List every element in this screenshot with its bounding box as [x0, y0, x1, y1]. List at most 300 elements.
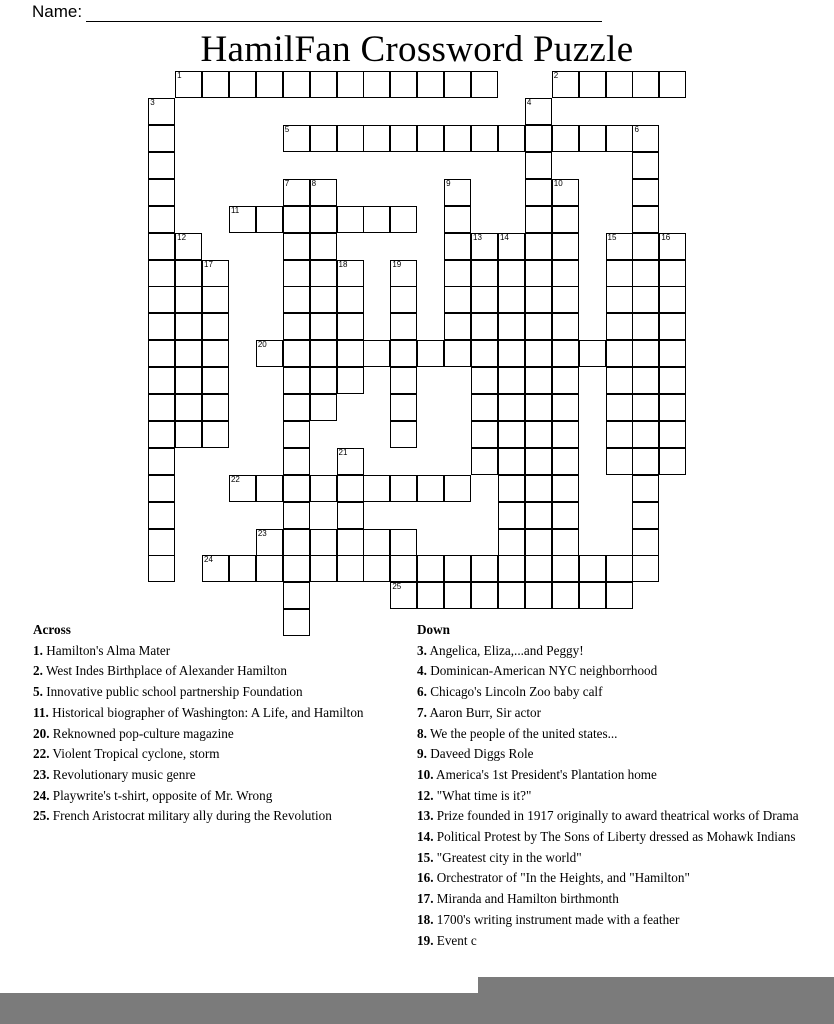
grid-cell[interactable] [552, 340, 579, 367]
clue-item-text: French Aristocrat military ally during the Revolution [49, 808, 332, 824]
clue-number: 7 [284, 178, 290, 188]
grid-cell[interactable] [659, 394, 686, 421]
clue-number: 18 [338, 259, 348, 269]
grid-cell[interactable] [283, 260, 310, 287]
grid-cell[interactable] [632, 286, 659, 313]
grid-cell[interactable] [552, 555, 579, 582]
grid-cell[interactable] [148, 286, 175, 313]
grid-cell[interactable] [175, 233, 202, 260]
grid-cell[interactable] [552, 206, 579, 233]
grid-cell[interactable] [256, 529, 283, 556]
grid-cell[interactable] [579, 125, 606, 152]
grid-cell[interactable] [390, 340, 417, 367]
clue-item-text: Daveed Diggs Role [426, 746, 534, 762]
grid-cell[interactable] [310, 555, 337, 582]
grid-cell[interactable] [256, 555, 283, 582]
grid-cell[interactable] [632, 233, 659, 260]
grid-cell[interactable] [202, 71, 229, 98]
clue-item-text: West Indes Birthplace of Alexander Hamilton [42, 663, 287, 679]
clue-item-text: Chicago's Lincoln Zoo baby calf [426, 684, 603, 700]
grid-cell[interactable] [417, 582, 444, 609]
clue-item [417, 641, 817, 662]
grid-cell[interactable] [417, 340, 444, 367]
grid-cell[interactable] [606, 555, 633, 582]
clue-item-text: Hamilton's Alma Mater [42, 642, 171, 658]
grid-cell[interactable] [471, 286, 498, 313]
clue-item [417, 661, 817, 682]
grid-cell[interactable] [390, 555, 417, 582]
grid-cell[interactable] [417, 555, 444, 582]
grid-cell[interactable] [444, 555, 471, 582]
grid-cell[interactable] [525, 233, 552, 260]
grid-cell[interactable] [283, 529, 310, 556]
grid-cell[interactable] [390, 394, 417, 421]
grid-cell[interactable] [229, 206, 256, 233]
grid-cell[interactable] [525, 313, 552, 340]
grid-cell[interactable] [175, 394, 202, 421]
grid-cell[interactable] [606, 367, 633, 394]
grid-cell[interactable] [337, 125, 364, 152]
grid-cell[interactable] [498, 286, 525, 313]
clue-item-text: "What time is it?" [433, 787, 532, 803]
clue-item [417, 910, 817, 931]
clue-number: 8 [311, 178, 317, 188]
grid-cell[interactable] [498, 475, 525, 502]
grid-cell[interactable] [471, 125, 498, 152]
grid-cell[interactable] [337, 260, 364, 287]
grid-cell[interactable] [552, 286, 579, 313]
grid-cell[interactable] [283, 179, 310, 206]
grid-cell[interactable] [632, 152, 659, 179]
grid-cell[interactable] [390, 71, 417, 98]
clue-number: 21 [338, 447, 348, 457]
grid-cell[interactable] [363, 555, 390, 582]
grid-cell[interactable] [256, 206, 283, 233]
grid-cell[interactable] [390, 206, 417, 233]
grid-cell[interactable] [202, 367, 229, 394]
clue-item-text: Angelica, Eliza,...and Peggy! [426, 642, 584, 658]
grid-cell[interactable] [471, 394, 498, 421]
grid-cell[interactable] [659, 367, 686, 394]
grid-cell[interactable] [363, 340, 390, 367]
grid-cell[interactable] [498, 448, 525, 475]
grid-cell[interactable] [283, 206, 310, 233]
across-heading: Across [33, 622, 71, 637]
grid-cell[interactable] [363, 475, 390, 502]
grid-cell[interactable] [606, 233, 633, 260]
grid-cell[interactable] [444, 179, 471, 206]
grid-cell[interactable] [310, 529, 337, 556]
grid-cell[interactable] [310, 71, 337, 98]
grid-cell[interactable] [283, 71, 310, 98]
grid-cell[interactable] [229, 555, 256, 582]
clue-number: 17 [204, 259, 213, 269]
grid-cell[interactable] [283, 367, 310, 394]
grid-cell[interactable] [606, 448, 633, 475]
grid-cell[interactable] [606, 394, 633, 421]
grid-cell[interactable] [632, 394, 659, 421]
grid-cell[interactable] [310, 260, 337, 287]
clue-item [417, 848, 817, 869]
grid-cell[interactable] [606, 582, 633, 609]
grid-cell[interactable] [525, 394, 552, 421]
grid-cell[interactable] [148, 555, 175, 582]
grid-cell[interactable] [175, 340, 202, 367]
grid-cell[interactable] [390, 529, 417, 556]
grid-cell[interactable] [390, 582, 417, 609]
grid-cell[interactable] [337, 286, 364, 313]
grid-cell[interactable] [471, 233, 498, 260]
grid-cell[interactable] [525, 448, 552, 475]
grid-cell[interactable] [525, 179, 552, 206]
grid-cell[interactable] [175, 313, 202, 340]
grid-cell[interactable] [337, 71, 364, 98]
grid-cell[interactable] [552, 582, 579, 609]
grid-cell[interactable] [579, 340, 606, 367]
grid-cell[interactable] [444, 582, 471, 609]
grid-cell[interactable] [606, 421, 633, 448]
grid-cell[interactable] [471, 448, 498, 475]
grid-cell[interactable] [498, 367, 525, 394]
grid-cell[interactable] [498, 582, 525, 609]
grid-cell[interactable] [363, 71, 390, 98]
grid-cell[interactable] [283, 286, 310, 313]
grid-cell[interactable] [632, 125, 659, 152]
grid-cell[interactable] [310, 286, 337, 313]
grid-cell[interactable] [363, 125, 390, 152]
grid-cell[interactable] [552, 475, 579, 502]
grid-cell[interactable] [417, 475, 444, 502]
grid-cell[interactable] [363, 206, 390, 233]
grid-cell[interactable] [552, 394, 579, 421]
grid-cell[interactable] [525, 286, 552, 313]
grid-cell[interactable] [632, 313, 659, 340]
clue-item [33, 724, 413, 745]
grid-cell[interactable] [148, 475, 175, 502]
clue-item [417, 931, 817, 952]
grid-cell[interactable] [310, 367, 337, 394]
clue-item-text: Violent Tropical cyclone, storm [49, 746, 220, 762]
grid-cell[interactable] [202, 286, 229, 313]
grid-cell[interactable] [310, 394, 337, 421]
clue-item [33, 806, 413, 827]
grid-cell[interactable] [498, 313, 525, 340]
grid-cell[interactable] [283, 582, 310, 609]
grid-cell[interactable] [632, 502, 659, 529]
grid-cell[interactable] [498, 260, 525, 287]
grid-cell[interactable] [202, 421, 229, 448]
grid-cell[interactable] [552, 313, 579, 340]
grid-cell[interactable] [202, 394, 229, 421]
grid-cell[interactable] [148, 394, 175, 421]
grid-cell[interactable] [148, 206, 175, 233]
grid-cell[interactable] [417, 125, 444, 152]
grid-cell[interactable] [471, 421, 498, 448]
grid-cell[interactable] [659, 448, 686, 475]
grid-cell[interactable] [148, 340, 175, 367]
grid-cell[interactable] [390, 260, 417, 287]
grid-cell[interactable] [337, 475, 364, 502]
grid-cell[interactable] [390, 313, 417, 340]
clue-item-text: Miranda and Hamilton birthmonth [433, 891, 619, 907]
grid-cell[interactable] [175, 367, 202, 394]
clue-item-number: 19. [417, 932, 434, 948]
clue-item-number: 14. [417, 829, 434, 845]
grid-cell[interactable] [659, 260, 686, 287]
grid-cell[interactable] [632, 529, 659, 556]
grid-cell[interactable] [552, 125, 579, 152]
grid-cell[interactable] [444, 125, 471, 152]
grid-cell[interactable] [256, 475, 283, 502]
grid-cell[interactable] [659, 313, 686, 340]
grid-cell[interactable] [148, 367, 175, 394]
grid-cell[interactable] [632, 421, 659, 448]
grid-cell[interactable] [552, 448, 579, 475]
grid-cell[interactable] [606, 125, 633, 152]
grid-cell[interactable] [148, 313, 175, 340]
grid-cell[interactable] [283, 475, 310, 502]
grid-cell[interactable] [659, 421, 686, 448]
grid-cell[interactable] [337, 340, 364, 367]
grid-cell[interactable] [229, 475, 256, 502]
grid-cell[interactable] [390, 421, 417, 448]
grid-cell[interactable] [606, 286, 633, 313]
grid-cell[interactable] [444, 475, 471, 502]
grid-cell[interactable] [471, 340, 498, 367]
grid-cell[interactable] [283, 125, 310, 152]
clue-item-number: 7. [417, 704, 427, 720]
clue-item-number: 25. [33, 808, 50, 824]
grid-cell[interactable] [525, 582, 552, 609]
grid-cell[interactable] [471, 367, 498, 394]
grid-cell[interactable] [525, 367, 552, 394]
grid-cell[interactable] [310, 313, 337, 340]
grid-cell[interactable] [525, 529, 552, 556]
clue-number: 19 [392, 259, 402, 269]
grid-cell[interactable] [256, 71, 283, 98]
grid-cell[interactable] [579, 555, 606, 582]
grid-cell[interactable] [579, 71, 606, 98]
grid-cell[interactable] [283, 233, 310, 260]
clue-item-text: "Greatest city in the world" [433, 849, 582, 865]
grid-cell[interactable] [552, 260, 579, 287]
grid-cell[interactable] [471, 313, 498, 340]
grid-cell[interactable] [659, 340, 686, 367]
grid-cell[interactable] [498, 340, 525, 367]
clue-item-number: 15. [417, 849, 434, 865]
grid-cell[interactable] [283, 340, 310, 367]
grid-cell[interactable] [471, 71, 498, 98]
clue-number: 15 [607, 232, 617, 242]
grid-cell[interactable] [310, 340, 337, 367]
clue-item-number: 24. [33, 787, 50, 803]
grid-cell[interactable] [606, 313, 633, 340]
clue-number: 22 [230, 474, 240, 484]
grid-cell[interactable] [310, 125, 337, 152]
grid-cell[interactable] [148, 98, 175, 125]
grid-cell[interactable] [498, 233, 525, 260]
grid-cell[interactable] [525, 152, 552, 179]
grid-cell[interactable] [552, 233, 579, 260]
grid-cell[interactable] [444, 233, 471, 260]
grid-cell[interactable] [202, 555, 229, 582]
grid-cell[interactable] [175, 421, 202, 448]
grid-cell[interactable] [498, 421, 525, 448]
grid-cell[interactable] [606, 71, 633, 98]
name-label: Name: [32, 2, 83, 21]
grid-cell[interactable] [471, 555, 498, 582]
grid-cell[interactable] [310, 475, 337, 502]
clue-item-text: Historical biographer of Washington: A Life, and Hamilton [48, 704, 364, 720]
grid-cell[interactable] [202, 313, 229, 340]
grid-cell[interactable] [498, 502, 525, 529]
grid-cell[interactable] [363, 529, 390, 556]
grid-cell[interactable] [552, 421, 579, 448]
grid-cell[interactable] [471, 260, 498, 287]
grid-cell[interactable] [390, 125, 417, 152]
grid-cell[interactable] [337, 313, 364, 340]
clue-number: 9 [446, 178, 451, 188]
grid-cell[interactable] [552, 529, 579, 556]
grid-cell[interactable] [148, 125, 175, 152]
grid-cell[interactable] [310, 206, 337, 233]
grid-cell[interactable] [525, 260, 552, 287]
clue-number: 4 [526, 98, 532, 108]
grid-cell[interactable] [148, 502, 175, 529]
clue-number: 23 [257, 528, 267, 538]
clue-item-text: Dominican-American NYC neighborrhood [426, 663, 658, 679]
grid-cell[interactable] [525, 206, 552, 233]
clue-item-text: 1700's writing instrument made with a feather [433, 911, 680, 927]
clue-item [33, 744, 413, 765]
grid-cell[interactable] [632, 71, 659, 98]
grid-cell[interactable] [552, 71, 579, 98]
grid-cell[interactable] [525, 475, 552, 502]
grid-cell[interactable] [283, 502, 310, 529]
grid-cell[interactable] [283, 394, 310, 421]
clue-item [417, 703, 817, 724]
grid-cell[interactable] [283, 421, 310, 448]
grid-cell[interactable] [471, 582, 498, 609]
grid-cell[interactable] [552, 179, 579, 206]
grid-cell[interactable] [525, 555, 552, 582]
grid-cell[interactable] [337, 206, 364, 233]
clue-item-number: 6. [417, 684, 427, 700]
grid-cell[interactable] [632, 475, 659, 502]
grid-cell[interactable] [444, 260, 471, 287]
grid-cell[interactable] [498, 529, 525, 556]
grid-cell[interactable] [444, 340, 471, 367]
grid-cell[interactable] [552, 367, 579, 394]
grid-cell[interactable] [310, 179, 337, 206]
grid-cell[interactable] [659, 71, 686, 98]
clue-number: 1 [177, 71, 182, 81]
clue-item-number: 23. [33, 766, 50, 782]
grid-cell[interactable] [659, 286, 686, 313]
clue-number: 2 [553, 71, 559, 81]
grid-cell[interactable] [148, 152, 175, 179]
grid-cell[interactable] [337, 367, 364, 394]
grid-cell[interactable] [175, 260, 202, 287]
grid-cell[interactable] [337, 502, 364, 529]
grid-cell[interactable] [148, 421, 175, 448]
grid-cell[interactable] [525, 340, 552, 367]
grid-cell[interactable] [498, 394, 525, 421]
grid-cell[interactable] [337, 529, 364, 556]
grid-cell[interactable] [148, 179, 175, 206]
grid-cell[interactable] [175, 286, 202, 313]
grid-cell[interactable] [444, 286, 471, 313]
grid-cell[interactable] [606, 260, 633, 287]
grid-cell[interactable] [148, 233, 175, 260]
clue-item [33, 641, 413, 662]
clue-item-number: 8. [417, 725, 427, 741]
grid-cell[interactable] [283, 555, 310, 582]
clue-number: 16 [661, 232, 671, 242]
clue-item-text: Playwrite's t-shirt, opposite of Mr. Wrong [49, 787, 273, 803]
grid-cell[interactable] [632, 448, 659, 475]
clue-item [417, 806, 817, 827]
grid-cell[interactable] [337, 555, 364, 582]
grid-cell[interactable] [390, 286, 417, 313]
clue-item-text: Reknowned pop-culture magazine [49, 725, 234, 741]
grid-cell[interactable] [444, 71, 471, 98]
grid-cell[interactable] [579, 582, 606, 609]
grid-cell[interactable] [202, 260, 229, 287]
down-heading: Down [417, 622, 450, 637]
clue-item-text: Political Protest by The Sons of Liberty dressed as Mohawk Indians [433, 829, 796, 845]
clue-item-number: 17. [417, 891, 434, 907]
clue-item [33, 661, 413, 682]
grid-cell[interactable] [632, 179, 659, 206]
grid-cell[interactable] [337, 448, 364, 475]
grid-cell[interactable] [148, 260, 175, 287]
grid-cell[interactable] [498, 555, 525, 582]
grid-cell[interactable] [552, 502, 579, 529]
clue-item-text: Aaron Burr, Sir actor [426, 704, 541, 720]
grid-cell[interactable] [175, 71, 202, 98]
grid-cell[interactable] [148, 448, 175, 475]
grid-cell[interactable] [417, 71, 444, 98]
grid-cell[interactable] [390, 367, 417, 394]
grid-cell[interactable] [525, 421, 552, 448]
grid-cell[interactable] [444, 206, 471, 233]
grid-cell[interactable] [229, 71, 256, 98]
clue-item [417, 744, 817, 765]
grid-cell[interactable] [525, 502, 552, 529]
grid-cell[interactable] [659, 233, 686, 260]
clue-item-number: 13. [417, 808, 434, 824]
grid-cell[interactable] [498, 125, 525, 152]
grid-cell[interactable] [390, 475, 417, 502]
grid-cell[interactable] [632, 555, 659, 582]
across-clues [33, 620, 413, 827]
grid-cell[interactable] [148, 529, 175, 556]
grid-cell[interactable] [310, 233, 337, 260]
grid-cell[interactable] [632, 340, 659, 367]
grid-cell[interactable] [606, 340, 633, 367]
grid-cell[interactable] [202, 340, 229, 367]
grid-cell[interactable] [632, 367, 659, 394]
grid-cell[interactable] [283, 448, 310, 475]
grid-cell[interactable] [525, 98, 552, 125]
grid-cell[interactable] [632, 260, 659, 287]
grid-cell[interactable] [525, 125, 552, 152]
grid-cell[interactable] [444, 313, 471, 340]
grid-cell[interactable] [283, 313, 310, 340]
grid-cell[interactable] [632, 206, 659, 233]
grid-cell[interactable] [256, 340, 283, 367]
